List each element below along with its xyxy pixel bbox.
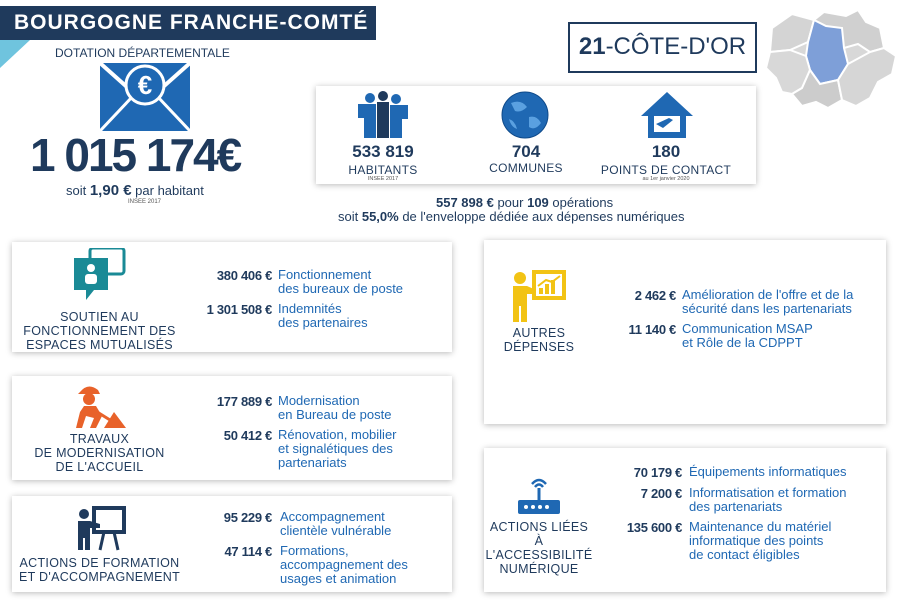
- desc-line: en Bureau de poste: [278, 407, 392, 422]
- soutien-amount-1: 380 406 €: [216, 268, 272, 283]
- globe-icon: [501, 91, 549, 139]
- desc-line: Informatisation et formation: [689, 485, 847, 500]
- stats-panel: [316, 86, 756, 184]
- soutien-desc-1: [278, 268, 403, 296]
- numerique-amount-3: 135 600 €: [626, 520, 682, 535]
- formation-amount-1: 95 229 €: [223, 510, 272, 525]
- desc-line: clientèle vulnérable: [280, 523, 392, 538]
- numerique-title-line: NUMÉRIQUE: [499, 562, 579, 576]
- formation-amount-2: 47 114 €: [224, 544, 272, 559]
- operations-pct: 55,0%: [361, 209, 399, 224]
- desc-line: et Rôle de la CDPPT: [682, 335, 803, 350]
- operations-end: opérations: [548, 195, 614, 210]
- formation-title: [12, 556, 187, 584]
- points-label: POINTS DE CONTACT: [600, 163, 732, 177]
- communes-value: 704: [511, 142, 541, 161]
- travaux-title-line: TRAVAUX: [69, 432, 130, 446]
- autres-title: [484, 326, 594, 354]
- soutien-desc-2: [278, 302, 368, 330]
- soutien-title-line: FONCTIONNEMENT DES: [23, 324, 176, 338]
- autres-amount-2: 11 140 €: [628, 322, 676, 337]
- travaux-card: [12, 376, 452, 480]
- habitants-value: 533 819: [352, 142, 414, 161]
- desc-line: Formations,: [280, 543, 349, 558]
- worker-icon: [72, 382, 126, 428]
- desc-line: Amélioration de l'offre et de la: [682, 287, 854, 302]
- per-hab-suffix: par habitant: [131, 183, 204, 198]
- operations-line2-suffix: de l'enveloppe dédiée aux dépenses numériques: [398, 209, 685, 224]
- department-name: -CÔTE-D'OR: [605, 33, 747, 60]
- numerique-title-line: À L'ACCESSIBILITÉ: [485, 534, 593, 562]
- points-source: au 1er janvier 2020: [642, 176, 690, 182]
- travaux-title-line: DE MODERNISATION: [34, 446, 165, 460]
- operations-line-1: [436, 195, 613, 210]
- dotation-amount: 1 015 174€: [30, 129, 241, 181]
- desc-line: partenariats: [278, 455, 347, 470]
- router-wifi-icon: [516, 474, 562, 516]
- points-value: 180: [651, 142, 681, 161]
- desc-line: Modernisation: [278, 393, 360, 408]
- numerique-title: [484, 520, 594, 576]
- autres-title-line: AUTRES: [512, 326, 566, 340]
- formation-title-line: ACTIONS DE FORMATION: [19, 556, 180, 570]
- formation-title-line: ET D'ACCOMPAGNEMENT: [18, 570, 181, 584]
- operations-line2-prefix: soit: [338, 209, 362, 224]
- department-number: 21: [578, 33, 606, 60]
- operations-line-2: [338, 209, 685, 224]
- desc-line: et signalétiques des: [278, 441, 393, 456]
- numerique-desc-2: [689, 486, 847, 514]
- region-map-icon: [762, 8, 902, 114]
- autres-desc-2: [682, 322, 813, 350]
- presenter-chart-icon: [510, 266, 568, 322]
- desc-line: de contact éligibles: [689, 547, 800, 562]
- travaux-title-line: DE L'ACCUEIL: [55, 460, 144, 474]
- per-hab-value: 1,90 €: [89, 182, 132, 199]
- desc-line: des bureaux de poste: [278, 281, 404, 296]
- numerique-amount-1: 70 179 €: [633, 465, 682, 480]
- dotation-label: DOTATION DÉPARTEMENTALE: [55, 46, 230, 60]
- banner-accent: [0, 40, 30, 68]
- insee-source: INSEE 2017: [128, 199, 162, 205]
- formation-card: [12, 496, 452, 592]
- autres-title-line: DÉPENSES: [503, 340, 575, 354]
- department-box: [568, 22, 757, 73]
- chat-person-icon: [74, 248, 126, 300]
- desc-line: Équipements informatiques: [689, 464, 847, 479]
- desc-line: Maintenance du matériel: [689, 519, 832, 534]
- soutien-title-line: SOUTIEN AU: [60, 310, 139, 324]
- desc-line: Indemnités: [278, 301, 342, 316]
- habitants-source: INSEE 2017: [367, 176, 399, 182]
- travaux-desc-1: [278, 394, 391, 422]
- soutien-title: [12, 310, 187, 352]
- numerique-amount-2: 7 200 €: [640, 486, 682, 501]
- desc-line: informatique des points: [689, 533, 824, 548]
- desc-line: des partenariats: [689, 499, 783, 514]
- autres-desc-1: [682, 288, 853, 316]
- habitants-label: HABITANTS: [348, 163, 418, 177]
- numerique-desc-1: [689, 465, 847, 479]
- desc-line: usages et animation: [280, 571, 397, 586]
- travaux-amount-1: 177 889 €: [216, 394, 272, 409]
- desc-line: des partenaires: [278, 315, 368, 330]
- travaux-amount-2: 50 412 €: [223, 428, 272, 443]
- soutien-amount-2: 1 301 508 €: [206, 302, 272, 317]
- operations-mid: pour: [493, 195, 528, 210]
- soutien-title-line: ESPACES MUTUALISÉS: [26, 338, 173, 352]
- desc-line: Accompagnement: [280, 509, 385, 524]
- post-house-icon: [639, 90, 695, 140]
- desc-line: accompagnement des: [280, 557, 408, 572]
- travaux-desc-2: [278, 428, 397, 470]
- desc-line: Communication MSAP: [682, 321, 813, 336]
- numerique-card: [484, 448, 886, 592]
- soutien-card: [12, 242, 452, 352]
- teacher-board-icon: [76, 506, 126, 552]
- autres-amount-1: 2 462 €: [634, 288, 676, 303]
- operations-count: 109: [527, 195, 549, 210]
- operations-amount: 557 898 €: [436, 195, 494, 210]
- desc-line: Rénovation, mobilier: [278, 427, 397, 442]
- desc-line: Fonctionnement: [278, 267, 372, 282]
- per-habitant: [66, 182, 204, 199]
- svg-text:€: €: [137, 70, 153, 100]
- formation-desc-2: [280, 544, 408, 586]
- desc-line: sécurité dans les partenariats: [682, 301, 852, 316]
- formation-desc-1: [280, 510, 391, 538]
- travaux-title: [12, 432, 187, 474]
- people-icon: [358, 90, 408, 138]
- numerique-title-line: ACTIONS LIÉES: [489, 520, 589, 534]
- envelope-euro-icon: [100, 63, 190, 131]
- region-banner: BOURGOGNE FRANCHE-COMTÉ: [0, 6, 376, 40]
- autres-card: [484, 240, 886, 424]
- per-hab-prefix: soit: [66, 183, 90, 198]
- communes-label: COMMUNES: [489, 161, 563, 175]
- numerique-desc-3: [689, 520, 831, 562]
